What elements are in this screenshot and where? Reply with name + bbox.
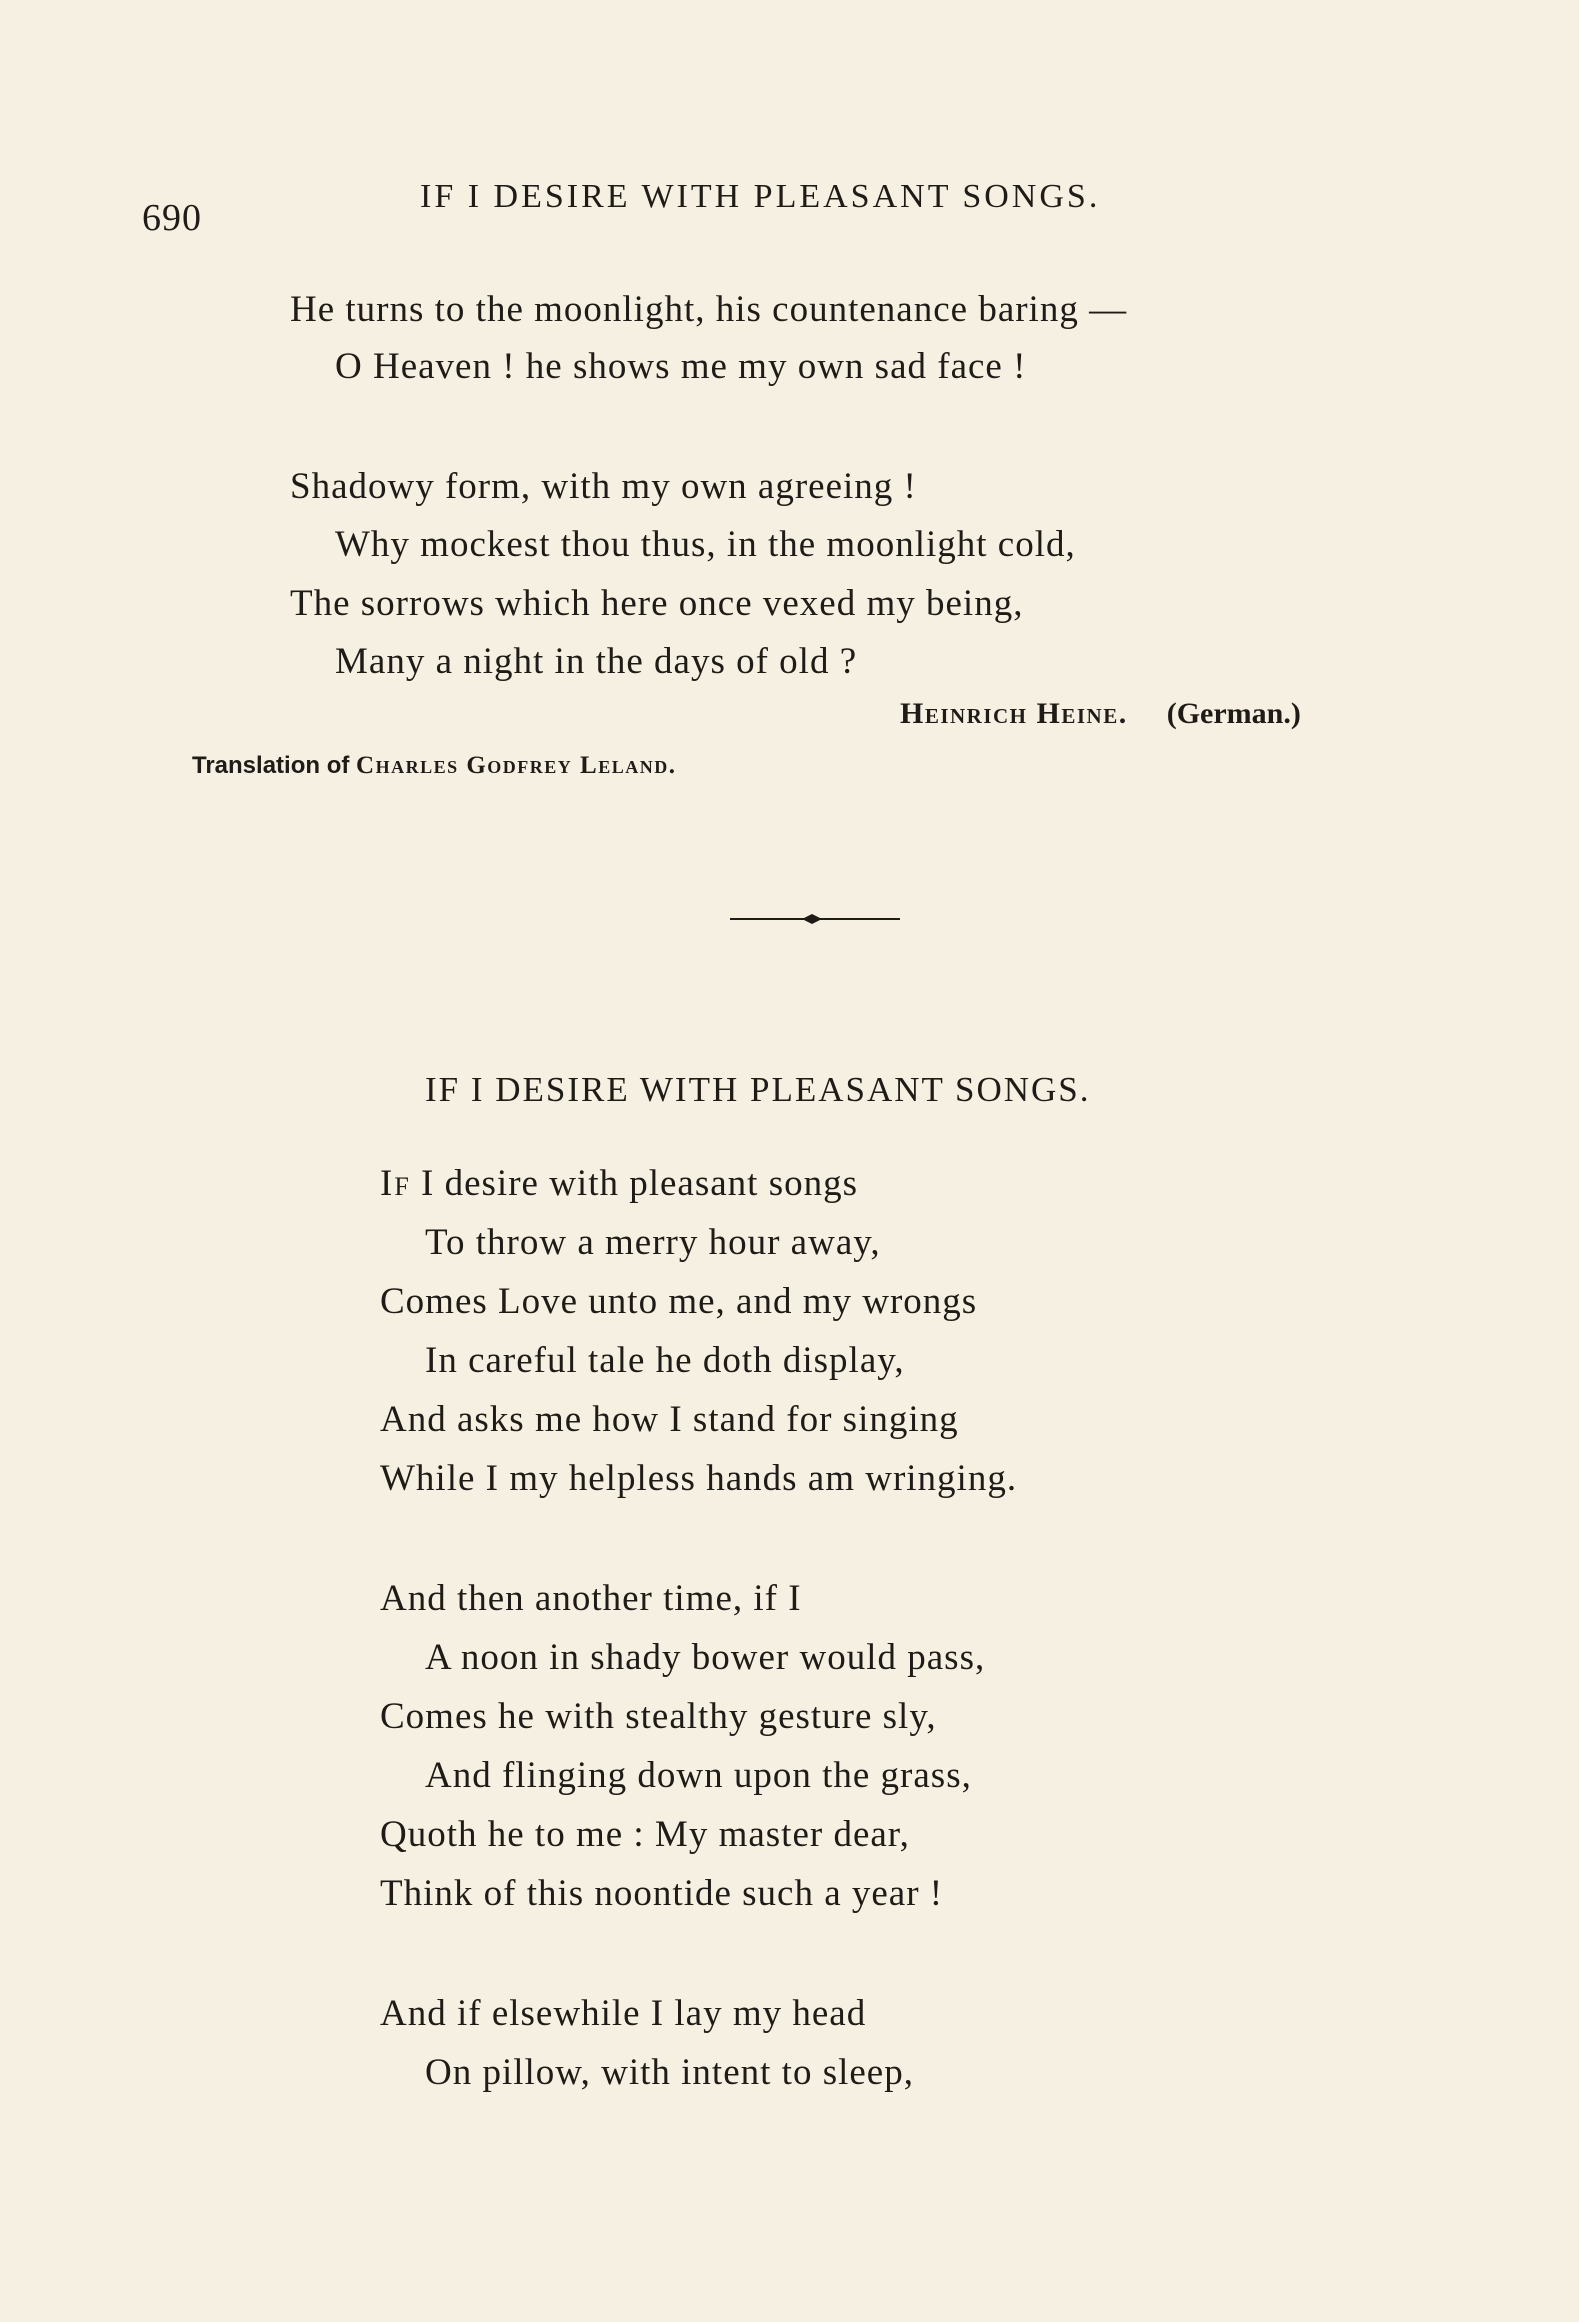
poem-title: IF I DESIRE WITH PLEASANT SONGS. <box>425 1070 1091 1109</box>
running-head: IF I DESIRE WITH PLEASANT SONGS. <box>420 178 1101 215</box>
first-word: If <box>380 1163 411 1204</box>
poem-line: And then another time, if I <box>380 1578 802 1619</box>
poem-line: To throw a merry hour away, <box>425 1222 881 1263</box>
author-name: Heinrich Heine. <box>900 697 1128 730</box>
poem-line: And asks me how I stand for singing <box>380 1399 959 1440</box>
poem-line: Comes Love unto me, and my wrongs <box>380 1281 978 1322</box>
poem-line: While I my helpless hands am wringing. <box>380 1458 1018 1499</box>
poem-line: O Heaven ! he shows me my own sad face ! <box>335 346 1027 387</box>
poem-line: A noon in shady bower would pass, <box>425 1637 986 1678</box>
poem-line: The sorrows which here once vexed my being, <box>290 583 1024 624</box>
translation-credit <box>192 752 677 780</box>
poem-line: Comes he with stealthy gesture sly, <box>380 1696 937 1737</box>
poem-line: Shadowy form, with my own agreeing ! <box>290 466 917 507</box>
poem-line: In careful tale he doth display, <box>425 1340 905 1381</box>
ornament-divider <box>730 912 900 926</box>
poem-line: Think of this noontide such a year ! <box>380 1873 944 1914</box>
poem-line: Why mockest thou thus, in the moonlight cold, <box>335 524 1076 565</box>
poem-line: And if elsewhile I lay my head <box>380 1993 867 2034</box>
poem-line: He turns to the moonlight, his countenance baring — <box>290 289 1128 330</box>
author-attribution <box>900 697 1301 731</box>
translator-name: Charles Godfrey Leland. <box>356 752 677 779</box>
poem-line: Many a night in the days of old ? <box>335 641 858 682</box>
page-number: 690 <box>142 197 202 239</box>
translation-prefix: Translation of <box>192 752 350 779</box>
first-line-rest: I desire with pleasant songs <box>410 1163 859 1204</box>
poem-line: Quoth he to me : My master dear, <box>380 1814 910 1855</box>
source-language: (German.) <box>1166 697 1301 730</box>
poem-line: And flinging down upon the grass, <box>425 1755 972 1796</box>
poem-line <box>380 1162 858 1205</box>
poem-line: On pillow, with intent to sleep, <box>425 2052 914 2093</box>
